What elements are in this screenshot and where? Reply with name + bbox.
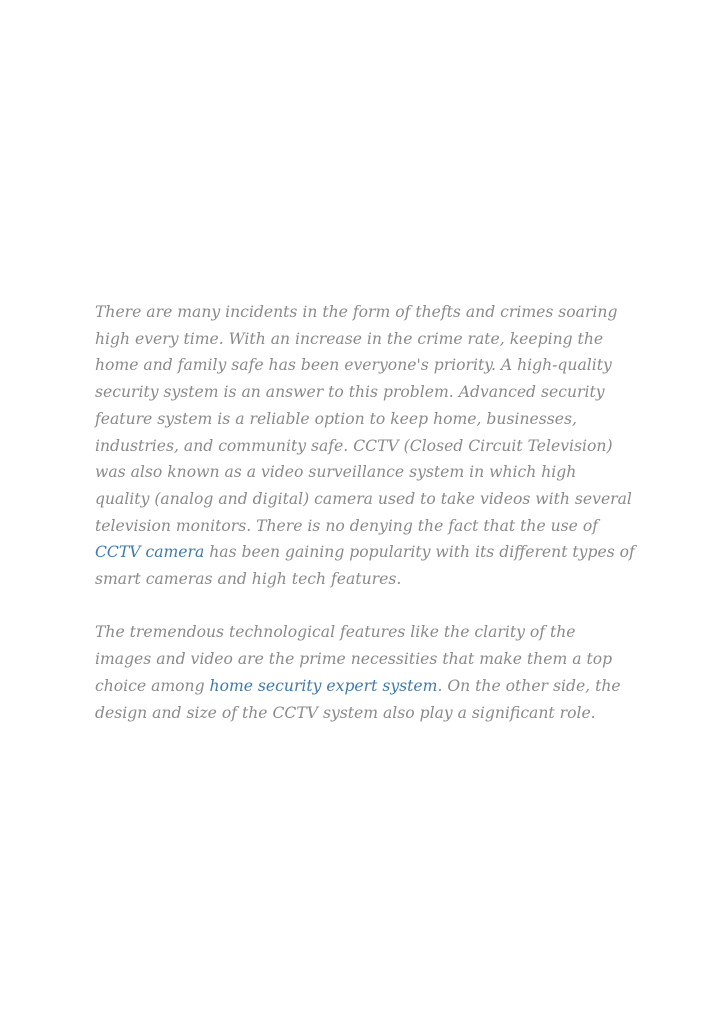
paragraph-features <box>95 619 635 726</box>
paragraph-text: . On the other side, the design and size of the CCTV system also play a significant role. <box>95 676 621 722</box>
document-body <box>95 299 635 726</box>
home-security-expert-system-link[interactable]: home security expert system <box>209 676 438 695</box>
paragraph-text: The tremendous technological features like the clarity of the images and video are the prime necessities that make them a top choice among <box>95 623 613 695</box>
cctv-camera-link[interactable]: CCTV camera <box>95 543 205 562</box>
paragraph-text: has been gaining popularity with its different types of smart cameras and high tech features. <box>95 543 635 589</box>
paragraph-cctv-intro <box>95 299 635 593</box>
paragraph-text: There are many incidents in the form of thefts and crimes soaring high every time. With an increase in the crime rate, keeping the home and family safe has been everyone's priority. A high-quality security system is an answer to this problem. Advanced security feature system is a reliable option to keep home, businesses, industries, and community safe. CCTV (Closed Circuit Television) was also known as a video surveillance system in which high quality (analog and digital) camera used to take videos with several television monitors. There is no denying the fact that the use of <box>95 303 632 535</box>
